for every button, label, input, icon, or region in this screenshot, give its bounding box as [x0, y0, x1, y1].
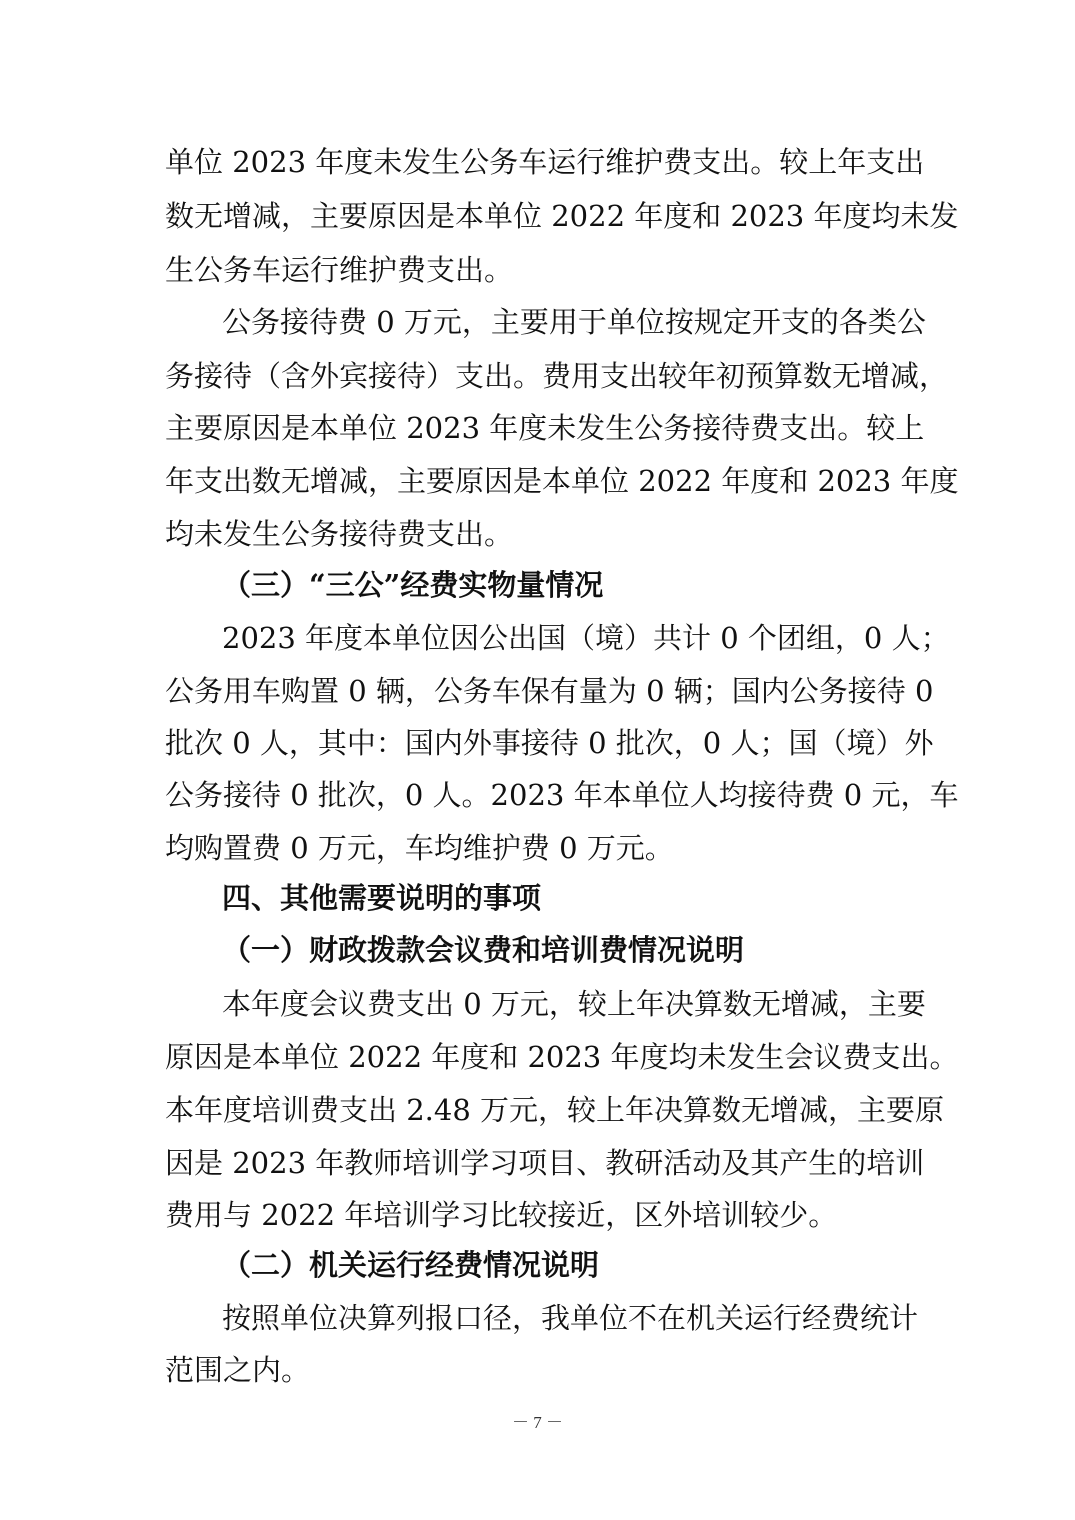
section-subheading: （三）“三公”经费实物量情况	[222, 568, 604, 602]
paragraph-line: 本年度培训费支出 2.48 万元，较上年决算数无增减，主要原	[165, 1093, 945, 1127]
paragraph-line: 均未发生公务接待费支出。	[165, 517, 514, 551]
section-heading: 四、其他需要说明的事项	[222, 881, 542, 915]
paragraph-line: 公务接待 0 批次，0 人。2023 年本单位人均接待费 0 元，车	[165, 778, 959, 812]
page-number: － 7 －	[512, 1413, 563, 1432]
paragraph-line: 均购置费 0 万元，车均维护费 0 万元。	[165, 831, 674, 865]
paragraph-line: 本年度会议费支出 0 万元，较上年决算数无增减，主要	[222, 987, 926, 1021]
paragraph-line: 年支出数无增减，主要原因是本单位 2022 年度和 2023 年度	[165, 464, 959, 498]
paragraph-line: 按照单位决算列报口径，我单位不在机关运行经费统计	[222, 1301, 919, 1335]
paragraph-line: 原因是本单位 2022 年度和 2023 年度均未发生会议费支出。	[165, 1040, 959, 1074]
paragraph-line: 费用与 2022 年培训学习比较接近，区外培训较少。	[165, 1198, 838, 1232]
paragraph-line: 生公务车运行维护费支出。	[165, 253, 514, 287]
paragraph-line: 单位 2023 年度未发生公务车运行维护费支出。较上年支出	[165, 145, 925, 179]
paragraph-line: 主要原因是本单位 2023 年度未发生公务接待费支出。较上	[165, 411, 925, 445]
paragraph-line: 数无增减，主要原因是本单位 2022 年度和 2023 年度均未发	[165, 199, 959, 233]
paragraph-line: 因是 2023 年教师培训学习项目、教研活动及其产生的培训	[165, 1146, 925, 1180]
paragraph-line: 公务用车购置 0 辆，公务车保有量为 0 辆；国内公务接待 0	[165, 674, 934, 708]
paragraph-line: 公务接待费 0 万元，主要用于单位按规定开支的各类公	[222, 305, 926, 339]
paragraph-line: 批次 0 人，其中：国内外事接待 0 批次，0 人；国（境）外	[165, 726, 934, 760]
paragraph-line: 2023 年度本单位因公出国（境）共计 0 个团组，0 人；	[222, 621, 950, 655]
paragraph-line: 范围之内。	[165, 1353, 311, 1387]
section-subheading: （一）财政拨款会议费和培训费情况说明	[222, 933, 745, 967]
section-subheading: （二）机关运行经费情况说明	[222, 1248, 600, 1282]
paragraph-line: 务接待（含外宾接待）支出。费用支出较年初预算数无增减，	[165, 359, 949, 393]
